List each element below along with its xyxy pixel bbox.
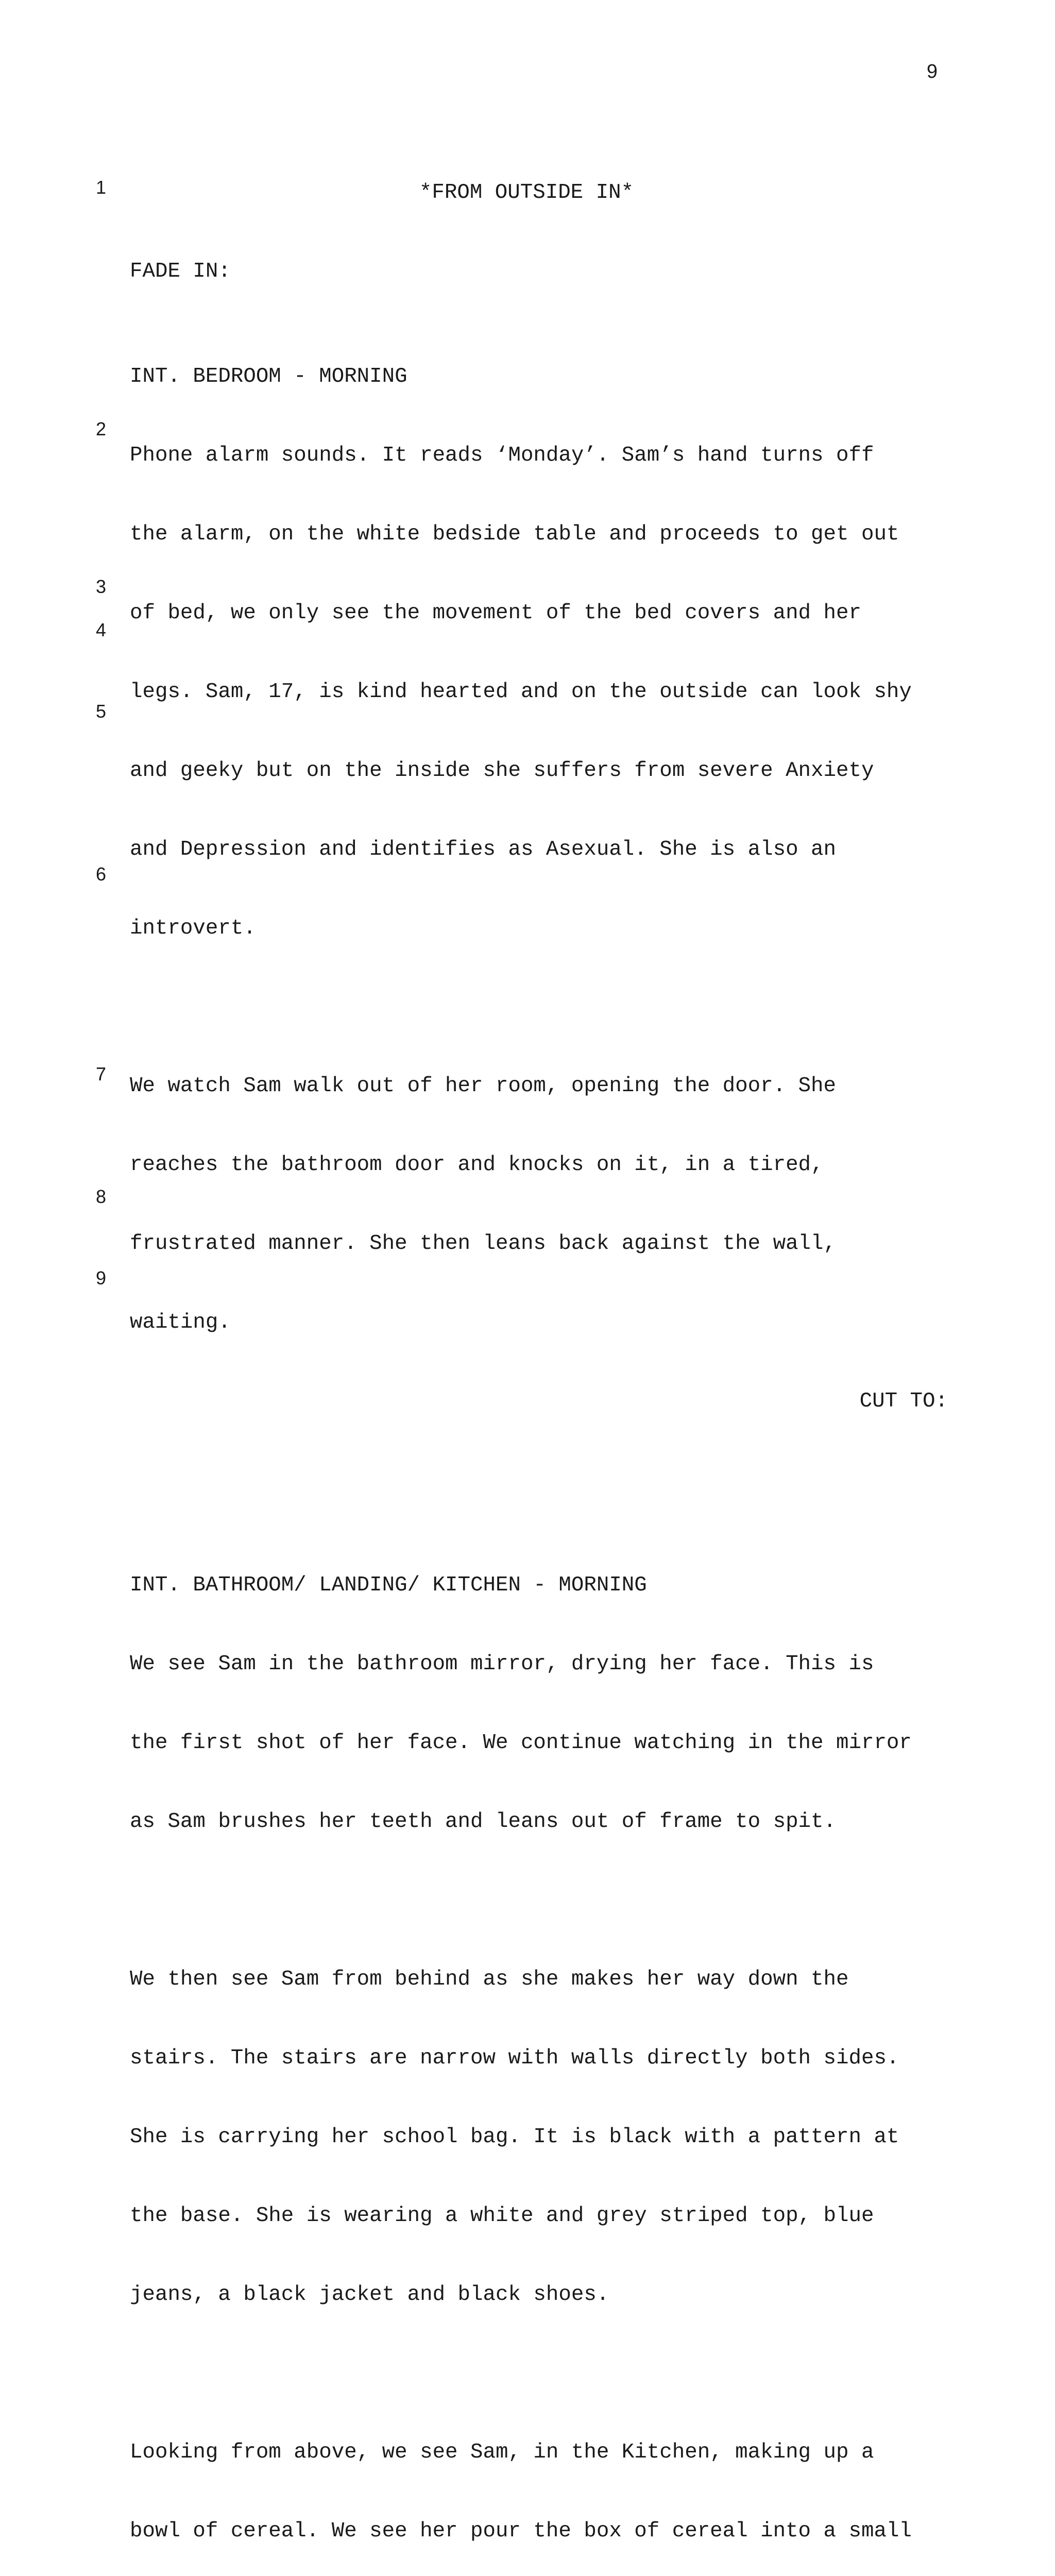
- action-line: and geeky but on the inside she suffers from severe Anxiety: [130, 759, 874, 783]
- action-line: waiting.: [130, 1311, 231, 1334]
- action-line: She is carrying her school bag. It is black with a pattern at: [130, 2125, 899, 2149]
- shot-number-1: 1: [96, 177, 107, 198]
- action-line: frustrated manner. She then leans back against the wall,: [130, 1232, 836, 1256]
- transition: CUT TO:: [859, 1389, 948, 1413]
- shot-number-5: 5: [96, 701, 107, 722]
- shot-number-2: 2: [96, 418, 107, 439]
- shot-number-7: 7: [96, 1063, 107, 1084]
- action-line: Looking from above, we see Sam, in the Kitchen, making up a: [130, 2441, 874, 2464]
- shot-number-4: 4: [96, 619, 107, 640]
- action-line: bowl of cereal. We see her pour the box of cereal into a small: [130, 2519, 912, 2543]
- scene-heading: INT. BEDROOM - MORNING: [130, 365, 407, 388]
- action-line: We see Sam in the bathroom mirror, drying her face. This is: [130, 1652, 874, 1676]
- action-line: the base. She is wearing a white and grey striped top, blue: [130, 2204, 874, 2228]
- shot-number-9: 9: [96, 1267, 107, 1289]
- action-line: the alarm, on the white bedside table and proceeds to get out: [130, 522, 899, 546]
- action-line: of bed, we only see the movement of the bed covers and her: [130, 601, 861, 625]
- blank-line: [130, 1888, 944, 1914]
- screenplay-body: [130, 127, 948, 2576]
- page-number: 9: [926, 61, 938, 82]
- scene-heading: INT. BATHROOM/ LANDING/ KITCHEN - MORNING: [130, 1573, 647, 1597]
- action-line: jeans, a black jacket and black shoes.: [130, 2283, 609, 2307]
- action-line: the first shot of her face. We continue watching in the mirror: [130, 1731, 912, 1755]
- action-line: Phone alarm sounds. It reads ‘Monday’. Sam’s hand turns off: [130, 444, 874, 467]
- shot-number-6: 6: [96, 863, 107, 885]
- blank-line: [130, 1467, 944, 1494]
- fade-in: FADE IN:: [130, 260, 231, 283]
- action-line: stairs. The stairs are narrow with walls directly both sides.: [130, 2046, 899, 2070]
- shot-number-8: 8: [96, 1186, 107, 1207]
- blank-line: [130, 994, 944, 1021]
- action-line: We then see Sam from behind as she makes her way down the: [130, 1968, 849, 1991]
- shot-number-3: 3: [96, 576, 107, 597]
- action-line: reaches the bathroom door and knocks on it, in a tired,: [130, 1153, 824, 1177]
- action-line: and Depression and identifies as Asexual. She is also an: [130, 838, 836, 861]
- blank-line: [130, 2361, 944, 2387]
- action-line: as Sam brushes her teeth and leans out of frame to spit.: [130, 1810, 836, 1834]
- action-line: introvert.: [130, 917, 256, 940]
- script-title: *FROM OUTSIDE IN*: [419, 181, 634, 205]
- action-line: legs. Sam, 17, is kind hearted and on the outside can look shy: [130, 680, 912, 704]
- action-line: We watch Sam walk out of her room, opening the door. She: [130, 1074, 836, 1098]
